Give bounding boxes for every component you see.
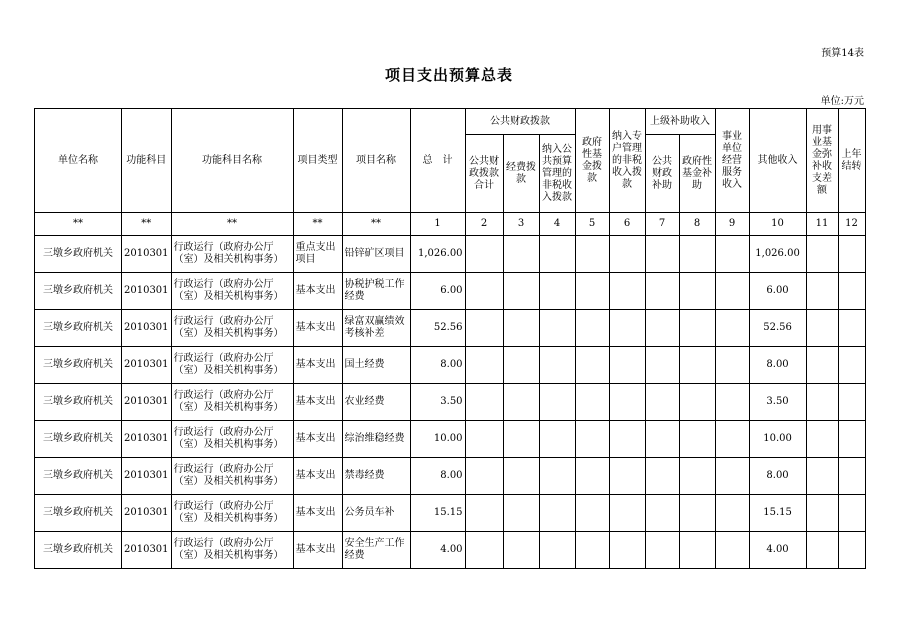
cell-special-non-tax [609,310,645,347]
cell-other-income: 6.00 [749,273,806,310]
page-title: 项目支出预算总表 [384,66,513,84]
table-row [35,384,866,421]
index-cell: 6 [609,213,645,236]
cell-public-fin-subsidy [645,384,679,421]
cell-other-income: 8.00 [749,347,806,384]
cell-expense-fund [503,532,539,569]
cell-gov-fund [575,236,609,273]
index-cell: 9 [715,213,749,236]
cell-last-year-carry [838,347,865,384]
index-cell: 3 [503,213,539,236]
index-cell: ** [35,213,122,236]
cell-func-name: 行政运行（政府办公厅（室）及相关机构事务） [171,495,293,532]
cell-gov-fund-subsidy [679,384,715,421]
cell-gov-fund-subsidy [679,347,715,384]
cell-last-year-carry [838,421,865,458]
header-business-income: 事业单位经营服务收入 [715,109,749,213]
cell-public-fin-subsidy [645,310,679,347]
cell-func-name: 行政运行（政府办公厅（室）及相关机构事务） [171,273,293,310]
cell-expense-fund [503,384,539,421]
header-special-non-tax: 纳入专户管理的非税收入拨款 [609,109,645,213]
cell-func-name: 行政运行（政府办公厅（室）及相关机构事务） [171,384,293,421]
cell-non-tax-in-budget [539,532,575,569]
cell-project-type: 基本支出 [293,310,342,347]
table-row [35,347,866,384]
cell-business-income [715,310,749,347]
cell-func-code: 2010301 [122,384,172,421]
cell-project-name: 安全生产工作经费 [342,532,410,569]
cell-total: 4.00 [410,532,465,569]
index-cell: 1 [410,213,465,236]
cell-gov-fund-subsidy [679,273,715,310]
cell-unit-name: 三墩乡政府机关 [35,495,122,532]
cell-unit-name: 三墩乡政府机关 [35,458,122,495]
header-other-income: 其他收入 [749,109,806,213]
header-expense-fund: 经费拨款 [503,135,539,213]
cell-special-non-tax [609,347,645,384]
cell-last-year-carry [838,384,865,421]
cell-special-non-tax [609,495,645,532]
cell-other-income: 52.56 [749,310,806,347]
cell-other-income: 3.50 [749,384,806,421]
cell-fund-make-up [806,458,838,495]
header-fund-make-up: 用事业基金弥补收支差额 [806,109,838,213]
cell-unit-name: 三墩乡政府机关 [35,532,122,569]
cell-func-name: 行政运行（政府办公厅（室）及相关机构事务） [171,458,293,495]
cell-other-income: 8.00 [749,458,806,495]
cell-fund-make-up [806,384,838,421]
cell-business-income [715,495,749,532]
cell-special-non-tax [609,384,645,421]
cell-project-type: 基本支出 [293,458,342,495]
unit-label: 单位:万元 [820,96,864,107]
cell-gov-fund [575,458,609,495]
cell-special-non-tax [609,458,645,495]
cell-fund-make-up [806,532,838,569]
cell-fund-make-up [806,236,838,273]
cell-public-fund-total [465,458,503,495]
header-gov-fund: 政府性基金拨款 [575,109,609,213]
cell-project-name: 公务员车补 [342,495,410,532]
header-func-name: 功能科目名称 [171,109,293,213]
cell-last-year-carry [838,273,865,310]
cell-non-tax-in-budget [539,384,575,421]
cell-special-non-tax [609,273,645,310]
cell-special-non-tax [609,532,645,569]
cell-expense-fund [503,310,539,347]
cell-gov-fund [575,310,609,347]
cell-gov-fund-subsidy [679,421,715,458]
cell-project-name: 铅锌矿区项目 [342,236,410,273]
cell-non-tax-in-budget [539,310,575,347]
table-row [35,310,866,347]
cell-project-type: 基本支出 [293,384,342,421]
index-cell: 7 [645,213,679,236]
index-cell: 8 [679,213,715,236]
cell-business-income [715,384,749,421]
cell-public-fund-total [465,495,503,532]
cell-total: 6.00 [410,273,465,310]
index-cell: 12 [838,213,865,236]
cell-fund-make-up [806,347,838,384]
cell-unit-name: 三墩乡政府机关 [35,421,122,458]
header-public-fund: 公共财政拨款 [465,109,575,135]
cell-func-name: 行政运行（政府办公厅（室）及相关机构事务） [171,421,293,458]
cell-func-code: 2010301 [122,347,172,384]
table-row [35,495,866,532]
cell-business-income [715,236,749,273]
cell-non-tax-in-budget [539,421,575,458]
cell-fund-make-up [806,495,838,532]
cell-unit-name: 三墩乡政府机关 [35,273,122,310]
cell-project-type: 基本支出 [293,347,342,384]
cell-non-tax-in-budget [539,495,575,532]
cell-other-income: 15.15 [749,495,806,532]
cell-public-fund-total [465,347,503,384]
table-row [35,458,866,495]
cell-unit-name: 三墩乡政府机关 [35,384,122,421]
cell-non-tax-in-budget [539,458,575,495]
cell-project-type: 基本支出 [293,421,342,458]
cell-business-income [715,532,749,569]
cell-public-fin-subsidy [645,421,679,458]
header-public-fin-subsidy: 公共财政补助 [645,135,679,213]
cell-func-code: 2010301 [122,273,172,310]
index-cell: ** [171,213,293,236]
index-cell: 11 [806,213,838,236]
cell-func-name: 行政运行（政府办公厅（室）及相关机构事务） [171,236,293,273]
index-cell: 5 [575,213,609,236]
cell-func-code: 2010301 [122,310,172,347]
cell-expense-fund [503,236,539,273]
cell-fund-make-up [806,310,838,347]
index-row [35,213,866,236]
cell-last-year-carry [838,532,865,569]
cell-project-name: 国土经费 [342,347,410,384]
table-row [35,236,866,273]
cell-last-year-carry [838,458,865,495]
cell-public-fund-total [465,421,503,458]
header-public-fund-total: 公共财政拨款合计 [465,135,503,213]
table-row [35,532,866,569]
cell-expense-fund [503,347,539,384]
cell-func-code: 2010301 [122,236,172,273]
index-cell: 2 [465,213,503,236]
cell-project-type: 基本支出 [293,495,342,532]
cell-gov-fund-subsidy [679,310,715,347]
header-project-name: 项目名称 [342,109,410,213]
cell-total: 15.15 [410,495,465,532]
cell-project-type: 基本支出 [293,273,342,310]
cell-func-code: 2010301 [122,458,172,495]
header-total: 总 计 [410,109,465,213]
cell-func-code: 2010301 [122,495,172,532]
cell-last-year-carry [838,495,865,532]
cell-func-name: 行政运行（政府办公厅（室）及相关机构事务） [171,347,293,384]
header-gov-fund-subsidy: 政府性基金补助 [679,135,715,213]
header-unit-name: 单位名称 [35,109,122,213]
cell-gov-fund [575,421,609,458]
header-last-year-carry: 上年结转 [838,109,865,213]
cell-public-fund-total [465,532,503,569]
cell-non-tax-in-budget [539,347,575,384]
cell-last-year-carry [838,236,865,273]
cell-total: 52.56 [410,310,465,347]
table-row [35,273,866,310]
cell-project-name: 协税护税工作经费 [342,273,410,310]
cell-special-non-tax [609,236,645,273]
cell-project-type: 重点支出项目 [293,236,342,273]
cell-func-code: 2010301 [122,532,172,569]
cell-business-income [715,421,749,458]
cell-gov-fund [575,532,609,569]
cell-business-income [715,347,749,384]
header-func-code: 功能科目 [122,109,172,213]
cell-func-code: 2010301 [122,421,172,458]
cell-public-fin-subsidy [645,273,679,310]
cell-func-name: 行政运行（政府办公厅（室）及相关机构事务） [171,310,293,347]
cell-gov-fund-subsidy [679,532,715,569]
cell-gov-fund [575,384,609,421]
cell-gov-fund [575,273,609,310]
cell-project-name: 禁毒经费 [342,458,410,495]
index-cell: ** [342,213,410,236]
cell-public-fin-subsidy [645,495,679,532]
header-project-type: 项目类型 [293,109,342,213]
index-cell: 4 [539,213,575,236]
cell-expense-fund [503,421,539,458]
cell-public-fin-subsidy [645,532,679,569]
cell-total: 10.00 [410,421,465,458]
cell-public-fin-subsidy [645,458,679,495]
cell-public-fund-total [465,273,503,310]
index-cell: ** [293,213,342,236]
cell-unit-name: 三墩乡政府机关 [35,310,122,347]
cell-public-fund-total [465,310,503,347]
cell-business-income [715,273,749,310]
cell-gov-fund-subsidy [679,495,715,532]
table-row [35,421,866,458]
cell-special-non-tax [609,421,645,458]
cell-total: 8.00 [410,347,465,384]
cell-project-type: 基本支出 [293,532,342,569]
cell-other-income: 1,026.00 [749,236,806,273]
cell-project-name: 综治维稳经费 [342,421,410,458]
form-number: 预算14表 [821,48,864,59]
cell-gov-fund [575,347,609,384]
cell-gov-fund-subsidy [679,236,715,273]
index-cell: ** [122,213,172,236]
cell-public-fin-subsidy [645,236,679,273]
header-non-tax-in-budget: 纳入公共预算管理的非税收入拨款 [539,135,575,213]
cell-gov-fund-subsidy [679,458,715,495]
cell-expense-fund [503,458,539,495]
cell-public-fin-subsidy [645,347,679,384]
cell-public-fund-total [465,384,503,421]
cell-non-tax-in-budget [539,273,575,310]
cell-expense-fund [503,273,539,310]
cell-project-name: 绿富双赢绩效考核补差 [342,310,410,347]
cell-gov-fund [575,495,609,532]
cell-func-name: 行政运行（政府办公厅（室）及相关机构事务） [171,532,293,569]
cell-non-tax-in-budget [539,236,575,273]
index-cell: 10 [749,213,806,236]
cell-total: 1,026.00 [410,236,465,273]
table-body [35,236,866,569]
cell-unit-name: 三墩乡政府机关 [35,236,122,273]
cell-project-name: 农业经费 [342,384,410,421]
cell-other-income: 10.00 [749,421,806,458]
budget-table [34,108,866,569]
cell-fund-make-up [806,421,838,458]
cell-business-income [715,458,749,495]
cell-total: 8.00 [410,458,465,495]
cell-other-income: 4.00 [749,532,806,569]
header-superior-subsidy: 上级补助收入 [645,109,715,135]
cell-public-fund-total [465,236,503,273]
cell-expense-fund [503,495,539,532]
cell-last-year-carry [838,310,865,347]
cell-total: 3.50 [410,384,465,421]
cell-unit-name: 三墩乡政府机关 [35,347,122,384]
cell-fund-make-up [806,273,838,310]
